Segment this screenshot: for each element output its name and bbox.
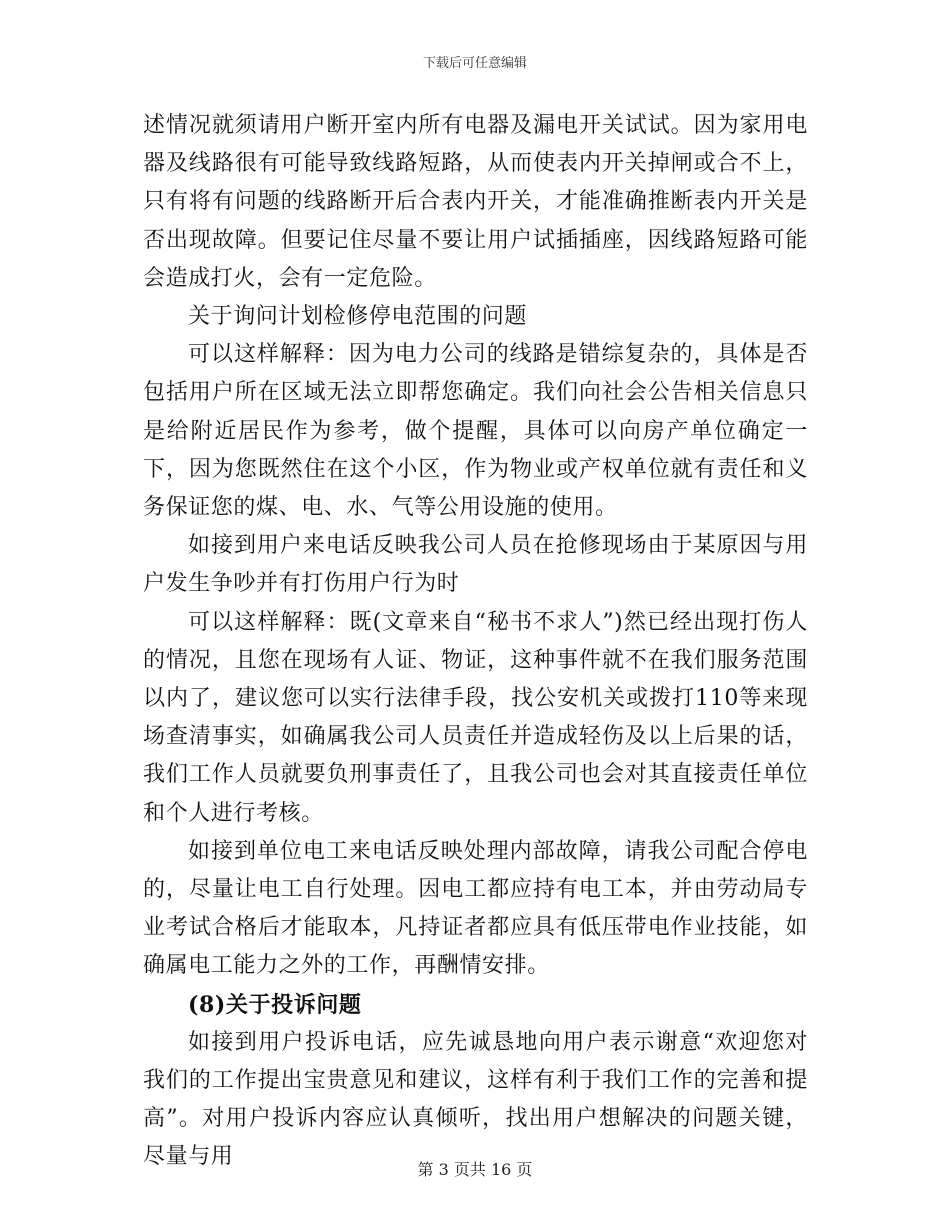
page-number: 第 3 页共 16 页 <box>417 1160 533 1179</box>
paragraph: 可以这样解释：因为电力公司的线路是错综复杂的，具体是否包括用户所在区域无法立即帮您确定。我们向社会公告相关信息只是给附近居民作为参考，做个提醒，具体可以向房产单位确定一下，因为您既然住在这个小区，作为物业或产权单位就有责任和义务保证您的煤、电、水、气等公用设施的使用。 <box>143 342 808 521</box>
paragraph: 如接到单位电工来电话反映处理内部故障，请我公司配合停电的，尽量让电工自行处理。因电工都应持有电工本，并由劳动局专业考试合格后才能取本，凡持证者都应具有低压带电作业技能，如确属电工能力之外的工作，再酬情安排。 <box>143 838 808 979</box>
document-body <box>143 107 808 1177</box>
paragraph: 如接到用户来电话反映我公司人员在抢修现场由于某原因与用户发生争吵并有打伤用户行为时 <box>143 533 808 597</box>
paragraph: 可以这样解释：既(文章来自“秘书不求人”)然已经出现打伤人的情况，且您在现场有人证、物证，这种事件就不在我们服务范围以内了，建议您可以实行法律手段，找公安机关或拨打110等来现场查清事实，如确属我公司人员责任并造成轻伤及以上后果的话，我们工作人员就要负刑事责任了，且我公司也会对其直接责任单位和个人进行考核。 <box>143 609 808 826</box>
page-header: 下载后可任意编辑 <box>422 56 527 71</box>
section-heading: (8)关于投诉问题 <box>188 991 362 1018</box>
paragraph: 述情况就须请用户断开室内所有电器及漏电开关试试。因为家用电器及线路很有可能导致线路短路，从而使表内开关掉闸或合不上，只有将有问题的线路断开后合表内开关，才能准确推断表内开关是否出现故障。但要记住尽量不要让用户试插插座，因线路短路可能会造成打火，会有一定危险。 <box>143 113 808 291</box>
paragraph: 关于询问计划检修停电范围的问题 <box>188 304 528 330</box>
paragraph: 如接到用户投诉电话，应先诚恳地向用户表示谢意“欢迎您对我们的工作提出宝贵意见和建议，这样有利于我们工作的完善和提高”。对用户投诉内容应认真倾听，找出用户想解决的问题关键，尽量与用 <box>143 1029 808 1170</box>
